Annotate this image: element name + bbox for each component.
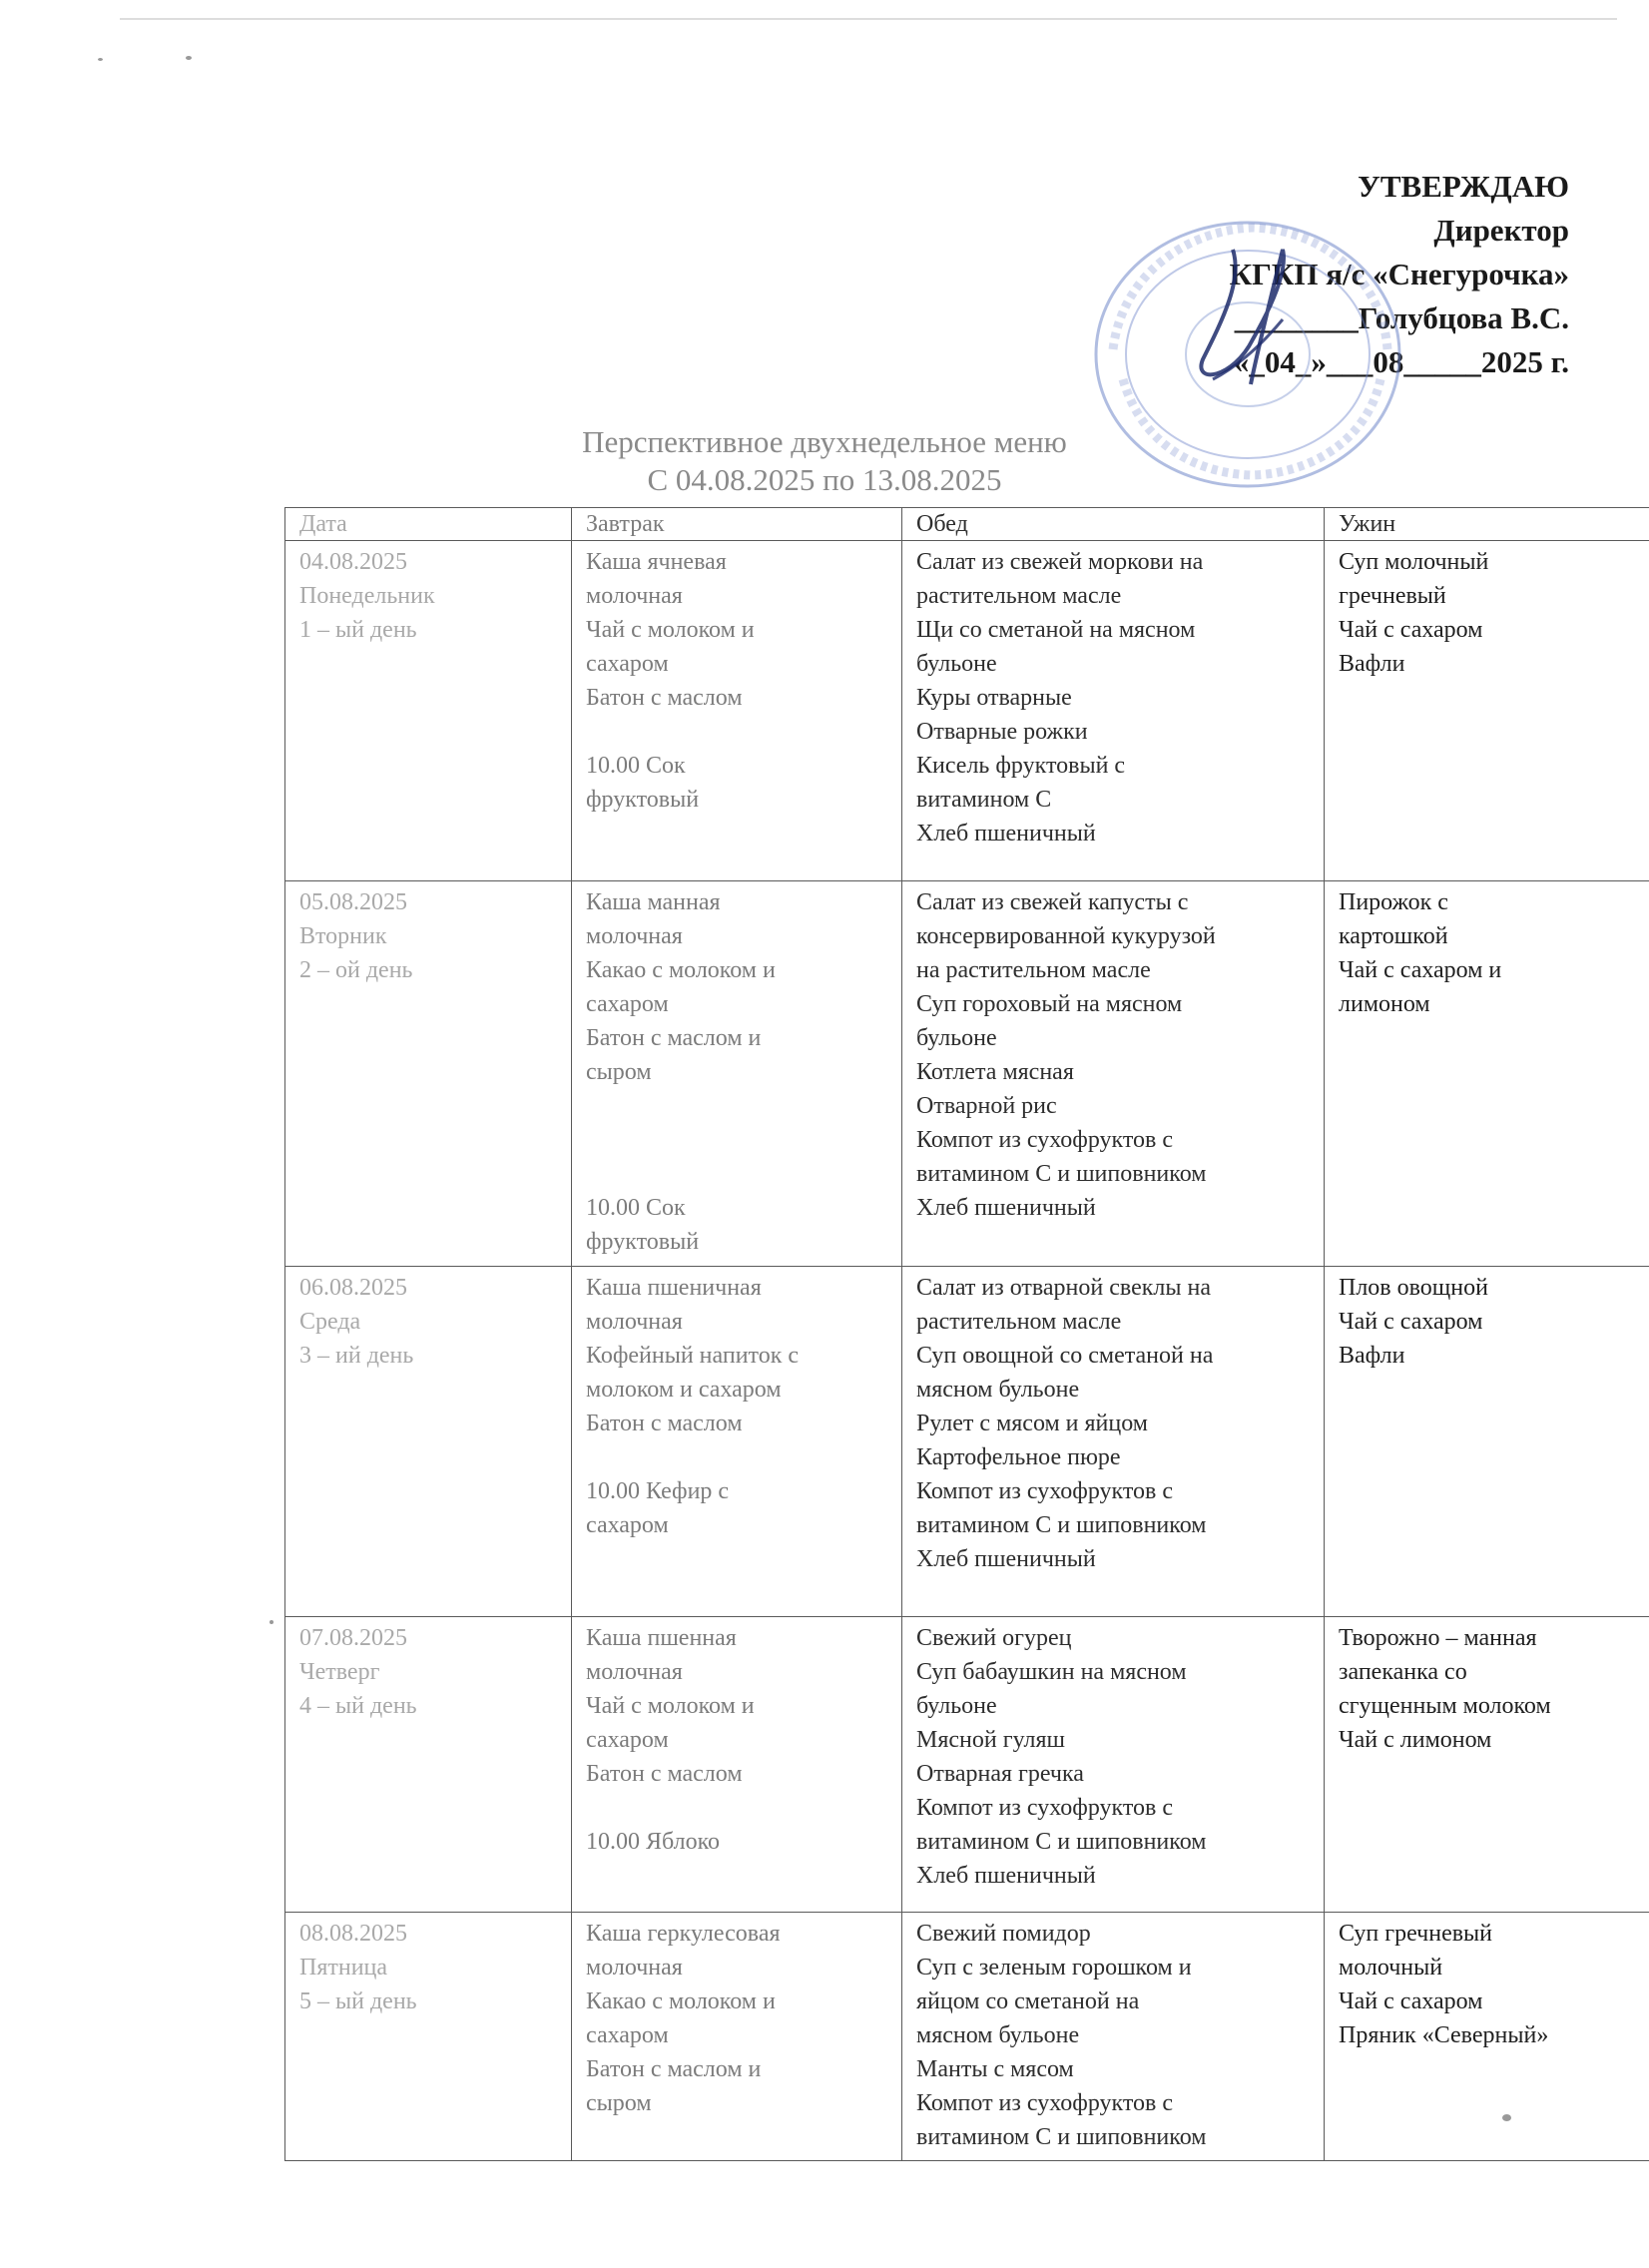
lunch-line: Компот из сухофруктов с [916, 2090, 1174, 2116]
snack-line: 10.00 Сок [586, 753, 686, 779]
lunch-line: растительном масле [916, 583, 1122, 609]
breakfast-line: Каша геркулесовая [586, 1921, 781, 1947]
dinner-line: Творожно – манная [1339, 1625, 1537, 1651]
breakfast-line: Батон с маслом [586, 685, 743, 711]
scan-edge-line [120, 18, 1617, 20]
breakfast-line: молочная [586, 1955, 683, 1981]
date-line: Среда [299, 1309, 361, 1335]
table-row [285, 881, 1649, 1267]
lunch-line: витамином С и шиповником [916, 1512, 1207, 1538]
dinner-line: лимоном [1339, 991, 1430, 1017]
date-line: 4 – ый день [299, 1693, 417, 1719]
breakfast-line: молоком и сахаром [586, 1377, 782, 1403]
date-line: 06.08.2025 [299, 1275, 407, 1301]
date-line: 1 – ый день [299, 617, 417, 643]
lunch-line: Компот из сухофруктов с [916, 1795, 1174, 1821]
breakfast-cell [572, 1913, 902, 2161]
breakfast-line: Каша манная [586, 889, 721, 915]
dinner-cell [1325, 1913, 1649, 2161]
snack-line: сахаром [586, 1512, 669, 1538]
date-cell [285, 1617, 572, 1913]
breakfast-line: сыром [586, 1059, 652, 1085]
date-line: Понедельник [299, 583, 435, 609]
dinner-line: Вафли [1339, 651, 1405, 677]
table-row [285, 1913, 1649, 2161]
breakfast-line: Чай с молоком и [586, 1693, 755, 1719]
breakfast-line: Батон с маслом и [586, 1025, 762, 1051]
lunch-line: Хлеб пшеничный [916, 1546, 1096, 1572]
lunch-line: Рулет с мясом и яйцом [916, 1411, 1148, 1436]
lunch-line: витамином С [916, 787, 1052, 813]
breakfast-line: сахаром [586, 1727, 669, 1753]
snack-line: фруктовый [586, 1229, 700, 1255]
date-cell [285, 1267, 572, 1617]
date-line: 3 – ий день [299, 1343, 414, 1369]
lunch-line: Картофельное пюре [916, 1444, 1121, 1470]
lunch-cell [902, 1913, 1325, 2161]
breakfast-line: Какао с молоком и [586, 957, 776, 983]
breakfast-line: Чай с молоком и [586, 617, 755, 643]
breakfast-line: сыром [586, 2090, 652, 2116]
breakfast-line: молочная [586, 1309, 683, 1335]
lunch-line: мясном бульоне [916, 1377, 1080, 1403]
lunch-line: Котлета мясная [916, 1059, 1074, 1085]
lunch-line: витамином С и шиповником [916, 2124, 1207, 2150]
lunch-line: Компот из сухофруктов с [916, 1478, 1174, 1504]
lunch-line: Салат из отварной свеклы на [916, 1275, 1211, 1301]
header-dinner: Ужин [1325, 508, 1649, 541]
lunch-line: Куры отварные [916, 685, 1072, 711]
title-line-2: С 04.08.2025 по 13.08.2025 [647, 462, 1002, 497]
lunch-line: Суп бабаушкин на мясном [916, 1659, 1187, 1685]
lunch-line: Щи со сметаной на мясном [916, 617, 1196, 643]
date-cell [285, 881, 572, 1267]
header-date: Дата [285, 508, 572, 541]
breakfast-line: Какао с молоком и [586, 1988, 776, 2014]
breakfast-line: молочная [586, 583, 683, 609]
table-row [285, 1617, 1649, 1913]
date-line: Вторник [299, 923, 387, 949]
dinner-line: Чай с сахаром [1339, 617, 1483, 643]
lunch-line: Суп овощной со сметаной на [916, 1343, 1214, 1369]
breakfast-cell [572, 1267, 902, 1617]
breakfast-cell [572, 541, 902, 881]
approval-date: «_04_»___08_____2025 г. [1233, 344, 1569, 379]
dinner-cell [1325, 1617, 1649, 1913]
lunch-line: бульоне [916, 1025, 997, 1051]
lunch-line: бульоне [916, 651, 997, 677]
lunch-line: Мясной гуляш [916, 1727, 1066, 1753]
breakfast-line: Батон с маслом [586, 1761, 743, 1787]
table-header-row [285, 508, 1649, 541]
date-line: 5 – ый день [299, 1988, 417, 2014]
header-breakfast: Завтрак [572, 508, 902, 541]
date-line: Пятница [299, 1955, 388, 1981]
lunch-line: консервированной кукурузой [916, 923, 1216, 949]
lunch-line: яйцом со сметаной на [916, 1988, 1140, 2014]
breakfast-line: Каша ячневая [586, 549, 727, 575]
lunch-line: Отварной рис [916, 1093, 1057, 1119]
lunch-line: Суп с зеленым горошком и [916, 1955, 1192, 1981]
lunch-cell [902, 1267, 1325, 1617]
dinner-line: картошкой [1339, 923, 1448, 949]
dinner-line: Пряник «Северный» [1339, 2022, 1549, 2048]
table-row [285, 541, 1649, 881]
header-lunch: Обед [902, 508, 1325, 541]
lunch-line: Хлеб пшеничный [916, 1195, 1096, 1221]
scan-speck [186, 56, 192, 60]
dinner-line: сгущенным молоком [1339, 1693, 1551, 1719]
snack-line: 10.00 Кефир с [586, 1478, 730, 1504]
breakfast-line: сахаром [586, 2022, 669, 2048]
breakfast-line: Батон с маслом [586, 1411, 743, 1436]
dinner-line: Чай с сахаром [1339, 1988, 1483, 2014]
lunch-line: Салат из свежей капусты с [916, 889, 1189, 915]
dinner-line: запеканка со [1339, 1659, 1467, 1685]
breakfast-cell [572, 881, 902, 1267]
scan-speck [1502, 2114, 1511, 2121]
breakfast-line: молочная [586, 923, 683, 949]
lunch-line: Хлеб пшеничный [916, 821, 1096, 847]
lunch-line: Салат из свежей моркови на [916, 549, 1204, 575]
lunch-line: Кисель фруктовый с [916, 753, 1126, 779]
lunch-line: мясном бульоне [916, 2022, 1080, 2048]
approval-signer: ________Голубцова В.С. [1234, 300, 1569, 335]
dinner-line: Чай с сахаром и [1339, 957, 1502, 983]
date-line: 2 – ой день [299, 957, 413, 983]
breakfast-line: Каша пшенная [586, 1625, 737, 1651]
snack-line: 10.00 Яблоко [586, 1829, 721, 1855]
lunch-cell [902, 1617, 1325, 1913]
lunch-line: витамином С и шиповником [916, 1829, 1207, 1855]
dinner-line: Чай с лимоном [1339, 1727, 1492, 1753]
breakfast-line: Кофейный напиток с [586, 1343, 800, 1369]
table-row [285, 1267, 1649, 1617]
date-line: Четверг [299, 1659, 380, 1685]
approval-heading: УТВЕРЖДАЮ [1358, 169, 1569, 204]
dinner-line: Пирожок с [1339, 889, 1448, 915]
dinner-line: Суп молочный [1339, 549, 1489, 575]
breakfast-line: сахаром [586, 991, 669, 1017]
lunch-line: Хлеб пшеничный [916, 1863, 1096, 1889]
breakfast-line: Каша пшеничная [586, 1275, 762, 1301]
document-title [0, 423, 1649, 499]
breakfast-line: молочная [586, 1659, 683, 1685]
lunch-line: растительном масле [916, 1309, 1122, 1335]
breakfast-line: Батон с маслом и [586, 2056, 762, 2082]
scan-speck [98, 58, 103, 61]
lunch-line: Суп гороховый на мясном [916, 991, 1183, 1017]
scan-speck [270, 1620, 274, 1624]
dinner-line: гречневый [1339, 583, 1446, 609]
title-line-1: Перспективное двухнедельное меню [582, 424, 1067, 459]
approval-position: Директор [1433, 213, 1569, 248]
breakfast-cell [572, 1617, 902, 1913]
date-cell [285, 541, 572, 881]
lunch-line: Отварные рожки [916, 719, 1088, 745]
dinner-line: Суп гречневый [1339, 1921, 1493, 1947]
date-line: 07.08.2025 [299, 1625, 407, 1651]
dinner-cell [1325, 1267, 1649, 1617]
snack-line: 10.00 Сок [586, 1195, 686, 1221]
lunch-line: Компот из сухофруктов с [916, 1127, 1174, 1153]
date-line: 08.08.2025 [299, 1921, 407, 1947]
dinner-line: Чай с сахаром [1339, 1309, 1483, 1335]
lunch-line: Манты с мясом [916, 2056, 1074, 2082]
lunch-line: бульоне [916, 1693, 997, 1719]
dinner-cell [1325, 541, 1649, 881]
dinner-line: Вафли [1339, 1343, 1405, 1369]
snack-line: фруктовый [586, 787, 700, 813]
dinner-line: молочный [1339, 1955, 1443, 1981]
date-cell [285, 1913, 572, 2161]
lunch-cell [902, 881, 1325, 1267]
lunch-cell [902, 541, 1325, 881]
dinner-cell [1325, 881, 1649, 1267]
lunch-line: витамином С и шиповником [916, 1161, 1207, 1187]
dinner-line: Плов овощной [1339, 1275, 1488, 1301]
breakfast-line: сахаром [586, 651, 669, 677]
lunch-line: Отварная гречка [916, 1761, 1084, 1787]
lunch-line: Свежий огурец [916, 1625, 1072, 1651]
approval-organization: КГКП я/с «Снегурочка» [1229, 257, 1569, 291]
lunch-line: Свежий помидор [916, 1921, 1091, 1947]
date-line: 05.08.2025 [299, 889, 407, 915]
lunch-line: на растительном масле [916, 957, 1151, 983]
date-line: 04.08.2025 [299, 549, 407, 575]
menu-table [284, 507, 1649, 2161]
